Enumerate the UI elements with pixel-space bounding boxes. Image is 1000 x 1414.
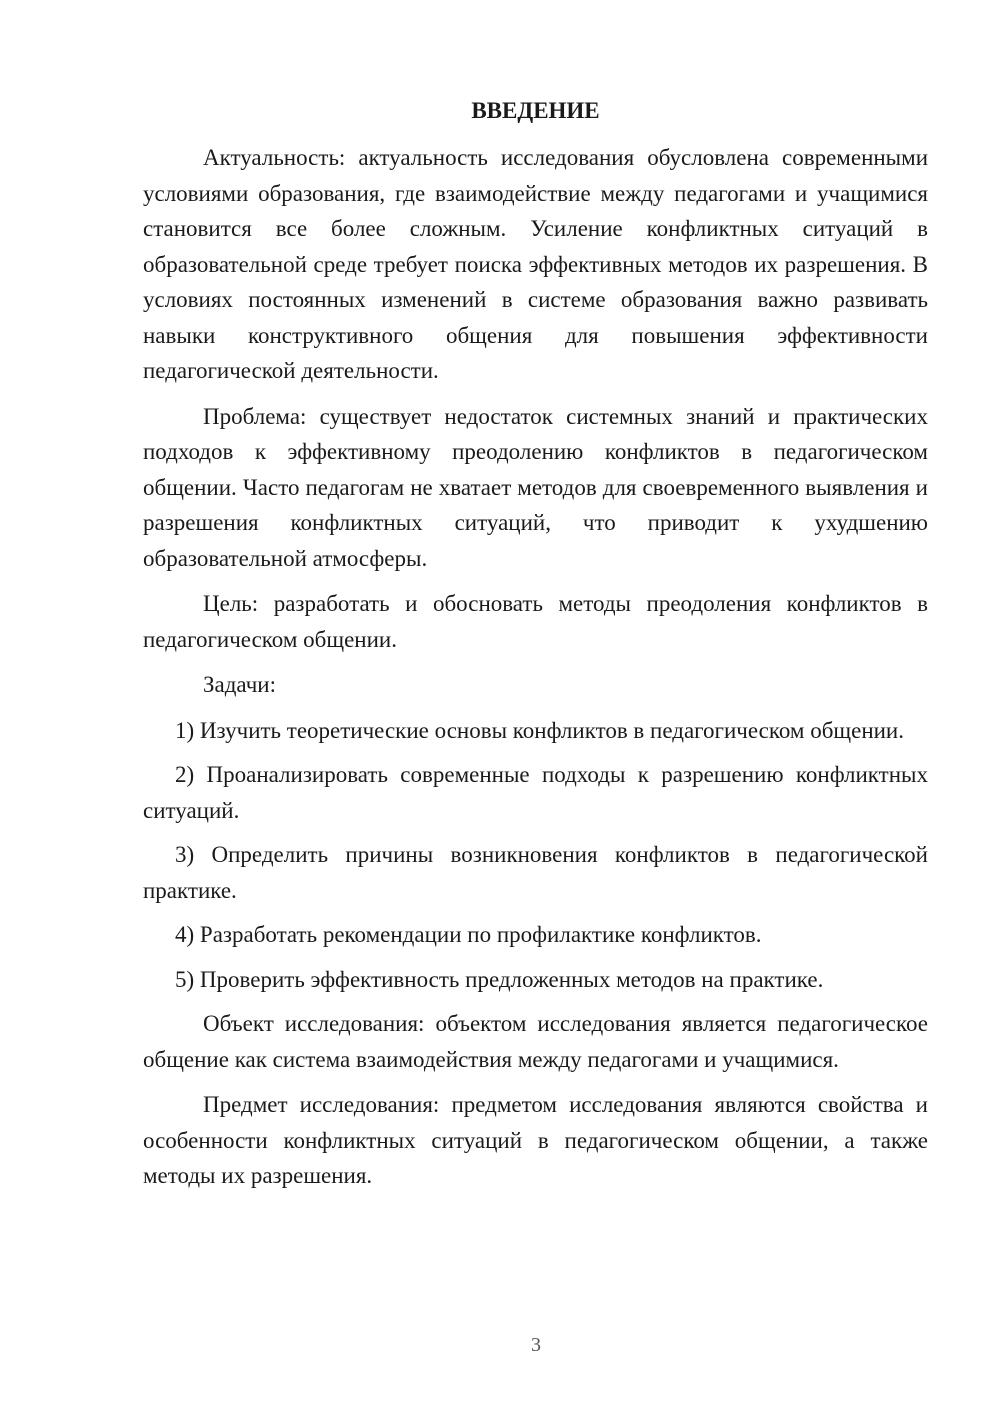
page-content bbox=[143, 92, 928, 1204]
paragraph-relevance: Актуальность: актуальность исследования обусловлена современными условиями образования, где взаимодействие между педагогами и учащимися становится все более сложным. Усиление конфликтных ситуаций в образовательной среде требует поиска эффективных методов их разрешения. В условиях постоянных изменений в системе образования важно развивать навыки конструктивного общения для повышения эффективности педагогической деятельности. bbox=[143, 145, 928, 383]
paragraph-subject: Предмет исследования: предметом исследования являются свойства и особенности конфликтных ситуаций в педагогическом общении, а также методы их разрешения. bbox=[143, 1092, 928, 1188]
paragraph-goal: Цель: разработать и обосновать методы преодоления конфликтов в педагогическом общении. bbox=[143, 591, 928, 652]
task-item-3: 3) Определить причины возникновения конфликтов в педагогической практике. bbox=[143, 842, 928, 903]
page-number: 3 bbox=[531, 1334, 541, 1356]
section-title: ВВЕДЕНИЕ bbox=[471, 98, 600, 123]
paragraph-problem: Проблема: существует недостаток системных знаний и практических подходов к эффективному преодолению конфликтов в педагогическом общении. Часто педагогам не хватает методов для своевременного выявления и разрешения конфликтных ситуаций, что приводит к ухудшению образовательной атмосферы. bbox=[143, 403, 928, 571]
tasks-heading: Задачи: bbox=[203, 672, 276, 697]
task-item-4: 4) Разработать рекомендации по профилактике конфликтов. bbox=[175, 922, 762, 947]
task-item-1: 1) Изучить теоретические основы конфликтов в педагогическом общении. bbox=[175, 717, 904, 743]
task-item-5: 5) Проверить эффективность предложенных методов на практике. bbox=[175, 966, 824, 992]
task-item-2: 2) Проанализировать современные подходы к разрешению конфликтных ситуаций. bbox=[143, 762, 928, 823]
paragraph-object: Объект исследования: объектом исследования является педагогическое общение как система взаимодействия между педагогами и учащимися. bbox=[143, 1011, 928, 1072]
